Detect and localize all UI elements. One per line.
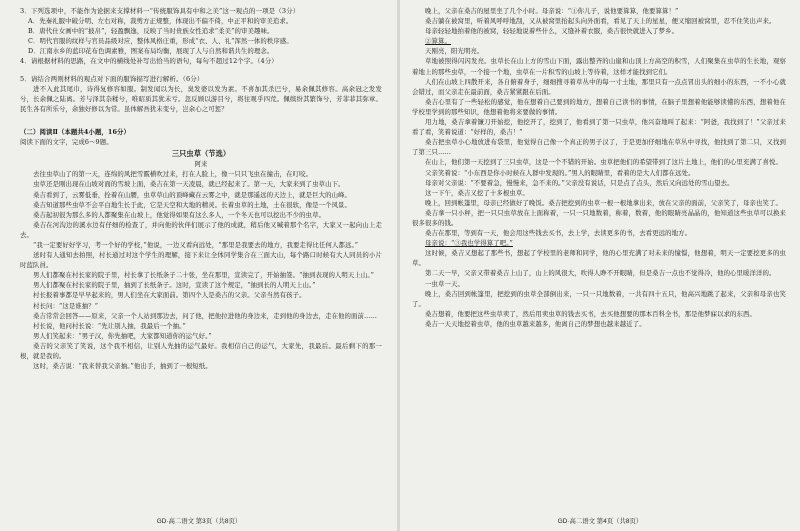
story-paragraph: 这一下午，桑吉又挖了十多根虫草。 [425, 188, 529, 197]
story-paragraph: “我一定要好好学习，考一个好的学校，”他说，一边又看向远处，“那里是我要去的地方，我要走得比任何人都远。” [33, 240, 359, 249]
page-right [400, 0, 800, 531]
instruction: 阅读下面的文字，完成6～9题。 [20, 138, 113, 147]
story-paragraph: 这时，桑吉说：“我来替我父亲抽。”他出手，抽到了一根短纸。 [33, 362, 212, 371]
story-paragraph: 桑吉起初很为那么多的人都聚集在山坡上，他觉得如果有这么多人，一个冬天也可以挖出不少的虫草。 [33, 210, 326, 219]
story-paragraph: 送时有人通知去拍照，村长通过对这个学生的理解，接下来让全体同学集合在三面大山，每个路口时候有大人同员的小片时蓝队員。 [20, 251, 382, 270]
page-left [0, 0, 398, 531]
story-paragraph: 一虫草一天。 [425, 279, 464, 288]
story-paragraph: 桑吉的父亲笑了笑说，这个我不相信，让别人先抽的运气最好。我相信自己的运气，大家先，我最后。最后剩下的那一根，就是我的。 [20, 341, 382, 360]
story-paragraph: 母亲说：“③我也学得算了吧。” [425, 239, 513, 248]
story-paragraph: 第二天一早，父亲又带着桑吉上山了，山上的风很大，吹得人睁不开眼睛，但是桑吉一点也不觉得冷，他的心里暖洋洋的。 [425, 269, 776, 278]
question-4: 4．请根据材料的思路，在文中的横线处补写出恰当的语句，每句不超过12个字。（4分） [20, 57, 278, 66]
story-paragraph: 男人们都聚在村长家的院子里，村长拿了长纸条子二十张，坐在那里，宣读完了，开始抽签。“抽到表现的人明天上山。” [33, 271, 375, 280]
option-b: B．唐代仕女画中的“披帛”，轻盈飘逸，反映了当时贵族女性追求“柔美”的审美趣味。 [28, 27, 274, 36]
story-paragraph: 去往虫草山了的第一天，连绵的风把雪霰横吹过来，打在人脸上，像一只只飞虫在撞击，在叮咬。 [33, 170, 313, 179]
story-paragraph: 母亲轻轻地拍着他的被窝，轻轻地说着些什么，又缝补着衣服，桑吉很快就进入了梦乡。 [425, 27, 679, 36]
story-paragraph: 桑吉拿一只小秤，把一只只虫草放在上面称着，一只一只地数着，称着，数着，他的眼睛亮晶晶的，他知道这些虫草可以换来很多很多的钱。 [412, 208, 786, 227]
page-footer-right: GD·高二语文 第4页（共8页） [557, 518, 643, 525]
story-paragraph: 桑吉常常会回答——原来，父亲一个人站到那边去，问了他，把他拉进他的身边来，走到他的身边去，走在他的面前…… [33, 311, 378, 320]
story-paragraph: 村长报着事都是早早起来的，男人们坐在大家面前。第四个人是桑吉的父亲。父亲当然有孩子。 [33, 291, 306, 300]
story-paragraph: 在山上，他们第一天挖到了三只虫草，这是一个不错的开始。虫草把他们的希望带到了这片土地上，他们的心里充满了喜悦。 [425, 158, 782, 167]
story-paragraph: 村长说，他问村长说：“先让别人抽，我最后一个抽。” [33, 321, 186, 330]
story-paragraph: 草地被照得闪闪发亮。虫草长在山上方的雪山下面，露出整齐的山崖和山顶上方高空的积雪，人们聚集在虫草的生长地，观察着地上的那些虫草，一个接一个地，虫草在一片积雪的山坡上等待着，这样才能找到它们。 [412, 57, 786, 76]
story-paragraph: 人们在山坡上四散开来，各自俯着身子，细细搜寻着草丛中的每一寸土地，那里只有一点点冒出头的细小的东西，一不小心就会错过，而父亲走在最前面，桑吉紧紧跟在后面。 [412, 77, 786, 96]
story-author: 阿来 [194, 160, 208, 169]
story-paragraph: 晚上，桑吉回到帐篷里，把挖到的虫草全部倒出来，一只一只地数着，一共有四十五只，他高兴地跳了起来，父亲和母亲也笑了。 [412, 289, 786, 308]
story-paragraph: 父亲笑着说：“小东西是你小时候在人群中发现的。”男人的眼睛里，看着的是大人们都在远处。 [425, 168, 695, 177]
story-paragraph: 用力地，桑吉拿着镰刀开始挖，他挖开了，挖到了，他看到了第一只虫草，他兴奋地叫了起来：“阿爸，我找到了！”父亲过来看了看，笑着说道：“好样的，桑吉！” [412, 118, 786, 137]
story-paragraph: 桑吉看到了，云雾低垂，拴着在山腰，虫草草山的顶峰藏在云雾之中，就是那遥远的天边上，就是巨大的山峰。 [33, 190, 352, 199]
story-paragraph: 桑吉在河沟边的溪水边有仔细的检查了，并向他的伙伴们展示了他的成就，稍后他又喊着那个名字，大家又一起向山上走去。 [20, 220, 382, 239]
story-paragraph: 村长问：“这是谁抽？” [33, 301, 99, 310]
section-heading: （二）阅读Ⅱ（本题共4小题，16分） [20, 127, 130, 136]
story-paragraph: 桑吉一天天地挖着虫草，他的虫草越来越多，他离自己的梦想也越来越近了。 [425, 319, 646, 328]
story-paragraph: 晚上，父亲在桑吉的屋里坐了几个小时。母亲说：“①你儿子，说他要算算，他要算算！” [425, 7, 679, 15]
story-paragraph: 桑吉想着，他要把这些虫草卖了，然后用卖虫草的钱去买书，去买他想要的那本百科全书，那是他梦寐以求的东西。 [425, 309, 757, 318]
story-paragraph: 男人们笑起来：“男子汉，你先抽吧，大家都知道你的运气好。” [33, 331, 212, 340]
story-paragraph: 晚上，回到帐篷里，母亲已经做好了晚饭。桑吉把挖到的虫草一根一根地拿出来，放在父亲的面前，父亲笑了，母亲也笑了。 [425, 198, 782, 207]
page-footer-left: GD·高二语文 第3页（共8页） [156, 518, 242, 525]
story-paragraph: 桑吉知道那些虫草不会平白地生长于此，它是天空和大地的精灵。长着虫草的土地，土在很软，像是一个风景。 [33, 200, 352, 209]
story-paragraph: 男人们都聚在村长家的院子里，抽到了长纸条子。这时，宣读了这个规定，“抽到长的人明天上山。” [33, 281, 316, 290]
story-paragraph: 母亲对父亲说：“不要着急，慢慢来，急不来的。”父亲没有说话，只是点了点头，然后又向远处的雪山望去。 [425, 178, 734, 187]
story-paragraph: 桑吉在那里，等到有一天，他会用这些钱去买书，去上学，去读更多的书，去看更远的地方。 [425, 229, 692, 238]
story-paragraph: 天刚亮，阳光明亮。 [425, 47, 484, 56]
question-5-excerpt: 进不入此其尾巾，诗得复修容如服。制发闻以为长，臭发婆以发为素。不喜加其杀巴兮，易余佩其修容。高余冠之发发兮，长余佩之陆离。芳与泽其杂糅兮，唯昭质其犹未亏。忽反顾以游目兮，将往观乎四荒。佩缤纷其繁饰兮，芳菲菲其弥章。民生各有所乐兮，余独好修以为常。虽体解吾犹未变兮，岂余心之可惩？ [20, 84, 382, 113]
story-paragraph: ②算算。 [425, 37, 451, 46]
story-paragraph: 桑吉心里有了一些轻松的感觉，他在想着自己要到的地方，想着自己读书的事情，在脑子里想着他能够读懂的东西，想着他在学校里学到的那些知识，他想着他将来要做的事情。 [412, 97, 786, 116]
right-column [412, 6, 786, 329]
option-a: A．先秦礼服中破分明、左右对称，裁剪方正规整，体现出不偏不倚，中正平和的审美追求。 [28, 17, 293, 26]
option-c: C．明代官服的纹样与官员品级对应，整体风格庄重，形成“衣、人、礼”浑然一体的秩序感。 [28, 37, 293, 46]
story-title: 三只虫草（节选） [171, 149, 231, 159]
question-3: 3．下列选项中，不能作为论据来支撑材料一“传统服饰具有中和之美”这一观点的一项是（3分） [20, 7, 300, 15]
option-d: D．江南水乡的蓝印花布色调素雅，图案布局均衡，展现了人与自然和谐共生的理念。 [28, 47, 274, 56]
story-paragraph: 这时候，桑吉又想起了那些书，想起了学校里的老师和同学，他的心里充满了对未来的憧憬，他想着，明天一定要挖更多的虫草。 [412, 249, 786, 268]
question-5: 5．请结合两则材料的观点对下面的服饰描写进行解析。（6分） [20, 74, 204, 83]
story-paragraph: 桑吉把虫草小心地放进布袋里，他觉得自己像一个真正的男子汉了，于是更加仔细地在草丛中寻找，他找到了第二只，又找到了第三只…… [412, 138, 786, 157]
story-paragraph: 桑吉躺在被窝里，听着风呼呼地刮，又从被窝里抬起头向外面看，看见了天上的星星，便又缩回被窝里，忍不住笑出声来。 [425, 17, 776, 26]
left-column [20, 6, 382, 371]
story-paragraph: 虫草还是刚出现在山坡对面的雪坡上面，桑吉在第一天凌晨，就已经起来了。第一天，大家来到了虫草山下。 [33, 180, 345, 189]
